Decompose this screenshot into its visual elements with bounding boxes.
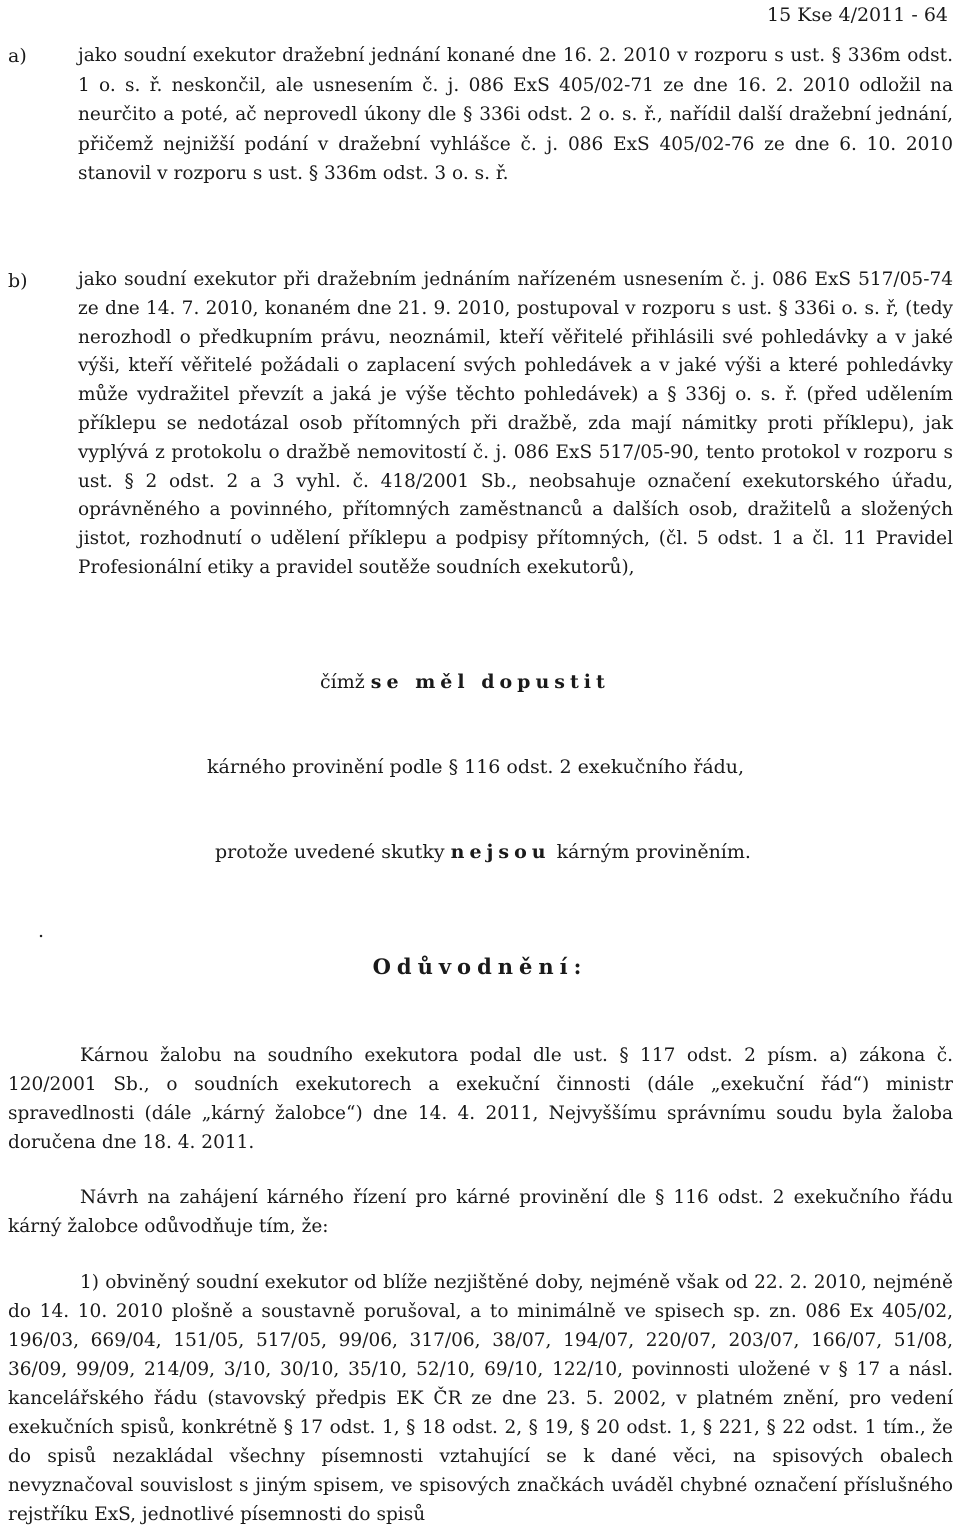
- because-spaced: nejsou: [450, 841, 551, 863]
- item-b-label: b): [8, 270, 28, 292]
- case-reference: 15 Kse 4/2011 - 64: [767, 4, 948, 26]
- item-a-label: a): [8, 45, 27, 67]
- section-title: Odůvodnění:: [372, 954, 588, 979]
- reasoning-paragraph-1: Kárnou žalobu na soudního exekutora podal dle ust. § 117 odst. 2 písm. a) zákona č. 120/2001 Sb., o soudních exekutorech a exekuční činnosti (dále „exekuční řád“) ministr spravedlnosti (dále „kárný žalobce“) dne 14. 4. 2011, Nejvyššímu správnímu soudu byla žaloba doručena dne 18. 4. 2011.: [8, 1045, 953, 1153]
- because-suffix: kárným proviněním.: [556, 841, 751, 863]
- verdict-line: [320, 671, 610, 693]
- item-a-text: jako soudní exekutor dražební jednání konané dne 16. 2. 2010 v rozporu s ust. § 336m odst. 1 o. s. ř. neskončil, ale usnesením č. j. 086 ExS 405/02-71 ze dne 16. 2. 2010 odložil na neurčito a poté, ač neprovedl úkony dle § 336i odst. 2 o. s. ř., nařídil další dražební jednání, přičemž nejnižší podání v dražební vyhlášce č. j. 086 ExS 405/02-76 ze dne 6. 10. 2010 stanovil v rozporu s ust. § 336m odst. 3 o. s. ř.: [78, 45, 953, 184]
- because-prefix: protože uvedené skutky: [215, 841, 445, 863]
- reasoning-paragraph-3: 1) obviněný soudní exekutor od blíže nezjištěné doby, nejméně však od 22. 2. 2010, nejméně do 14. 10. 2010 plošně a soustavně porušoval, a to minimálně ve spisech sp. zn. 086 Ex 405/02, 196/03, 669/04, 151/05, 517/05, 99/06, 317/06, 38/07, 194/07, 220/07, 203/07, 166/07, 51/08, 36/09, 99/09, 214/09, 3/10, 30/10, 35/10, 52/10, 69/10, 122/10, povinnosti uložené v § 17 a násl. kancelářského řádu (stavovský předpis EK ČR ze dne 23. 5. 2002, v platném znění, pro vedení exekučních spisů, konkrétně § 17 odst. 1, § 18 odst. 2, § 19, § 20 odst. 1, § 221, § 22 odst. 1 tím., že do spisů nezakládal všechny písemnosti vztahující se k dané věci, na spisových obalech nevyznačoval souvislost s jiným spisem, ve spisových značkách uváděl chybné označení příslušného rejstříku ExS, jednotlivé písemnosti do spisů: [8, 1272, 953, 1525]
- reasoning-paragraph-2: Návrh na zahájení kárného řízení pro kárné provinění dle § 116 odst. 2 exekučního řádu kárný žalobce odůvodňuje tím, že:: [8, 1187, 953, 1237]
- verdict-spaced: se měl dopustit: [370, 671, 610, 693]
- verdict-offense: kárného provinění podle § 116 odst. 2 exekučního řádu,: [207, 756, 745, 778]
- item-b-text: jako soudní exekutor při dražebním jednáním nařízeném usnesením č. j. 086 ExS 517/05-74 ze dne 14. 7. 2010, konaném dne 21. 9. 2010, postupoval v rozporu s ust. § 336i o. s. ř, (tedy nerozhodl o předkupním právu, neoznámil, kteří věřitelé přihlásili své pohledávky a v jaké výši, kteří věřitelé požádali o zaplacení svých pohledávek a v jaké výši a které pohledávky může vydražitel převzít a jaká je výše těchto pohledávek) a § 336j o. s. ř. (před udělením příklepu se nedotázal osob přítomných při dražbě, zda mají námitky proti příklepu), jak vyplývá z protokolu o dražbě nemovitostí č. j. 086 ExS 517/05-90, tento protokol v rozporu s ust. § 2 odst. 2 a 3 vyhl. č. 418/2001 Sb., neobsahuje označení exekutorského úřadu, oprávněného a povinného, přítomných zaměstnanců a dalších osob, dražitelů a složených jistot, rozhodnutí o udělení příklepu a podpisy přítomných, (čl. 5 odst. 1 a čl. 11 Pravidel Profesionální etiky a pravidel soutěže soudních exekutorů),: [78, 269, 953, 578]
- because-line: [215, 841, 751, 863]
- stray-dot: .: [38, 920, 45, 942]
- verdict-prefix: čímž: [320, 671, 365, 693]
